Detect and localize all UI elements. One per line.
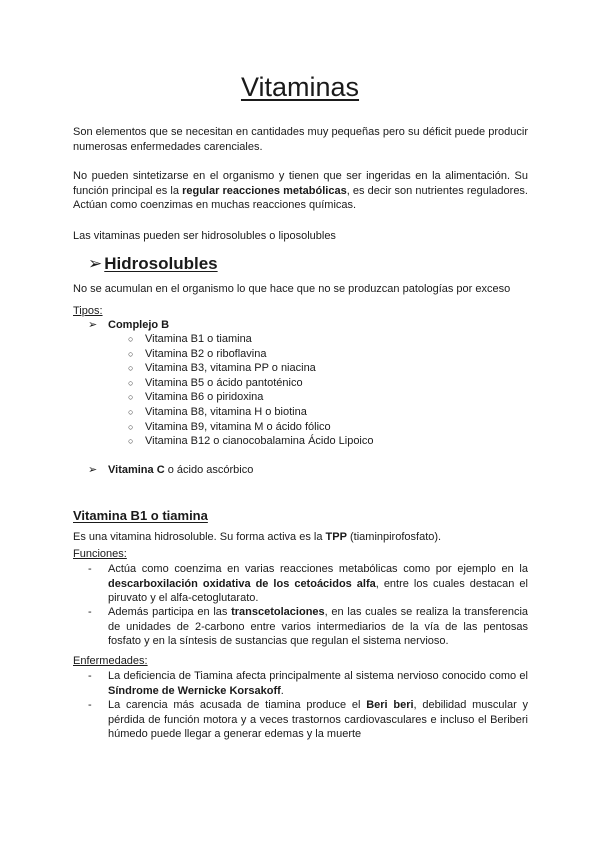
enfermedad-item-1	[88, 669, 528, 699]
complejo-b-list-item: Vitamina B5 o ácido pantoténico	[145, 376, 303, 389]
circle-bullet-icon: ○	[128, 436, 134, 447]
hidrosolubles-description: No se acumulan en el organismo lo que hace que no se produzcan patologías por exceso	[73, 283, 511, 295]
b1-desc-end: (tiaminpirofosfato).	[346, 531, 442, 543]
e1-text: La deficiencia de Tiamina afecta principalmente al sistema nervioso conocido como el	[108, 670, 528, 682]
complejo-b-list-item: Vitamina B1 o tiamina	[145, 333, 252, 345]
circle-bullet-icon: ○	[128, 421, 134, 432]
page-title: Vitaminas	[240, 72, 360, 102]
funciones-label: Funciones:	[73, 548, 127, 560]
arrow-bullet-icon: ➢	[88, 464, 98, 476]
complejo-b-list-item: Vitamina B2 o riboflavina	[145, 347, 267, 360]
hidrosolubles-heading-text: Hidrosolubles	[104, 254, 218, 273]
intro-paragraph-2	[73, 169, 528, 213]
dash-bullet: -	[88, 563, 92, 575]
circle-bullet-icon: ○	[128, 377, 134, 388]
complejo-b-list-item: Vitamina B12 o cianocobalamina Ácido Lipoico	[145, 435, 374, 448]
arrow-bullet-icon: ➢	[88, 319, 98, 331]
intro-p2-text-end: , es decir son nutrientes reguladores. Actúan como coenzimas en muchas reacciones químicas.	[73, 184, 528, 211]
complejo-b-list-item: Vitamina B8, vitamina H o biotina	[145, 406, 307, 418]
circle-bullet-icon: ○	[128, 407, 134, 417]
intro-p2-text: No pueden sintetizarse en el organismo y tienen que ser ingeridas en la alimentación. Su función principal es la	[73, 170, 528, 197]
complejo-b-list-item: Vitamina B6 o piridoxina	[145, 391, 264, 404]
hidrosolubles-heading	[88, 254, 218, 274]
funcion-item-1	[88, 562, 528, 606]
f1-end: , entre los cuales destacan el piruvato y el alfa-cetoglutarato.	[108, 577, 528, 604]
vitamina-c-rest: o ácido ascórbico	[164, 464, 254, 476]
circle-bullet-icon: ○	[128, 363, 134, 374]
intro-paragraph-3: Las vitaminas pueden ser hidrosolubles o liposolubles	[73, 230, 336, 242]
complejo-b-list-item: Vitamina B9, vitamina M o ácido fólico	[145, 420, 331, 433]
arrow-bullet-icon: ➢	[88, 254, 103, 273]
enfermedad-item-2-text	[108, 698, 528, 742]
funcion-item-2	[88, 605, 528, 649]
circle-bullet-icon: ○	[128, 334, 134, 344]
tipos-label: Tipos:	[73, 305, 103, 317]
complejo-b-label: Complejo B	[108, 319, 170, 331]
vitamina-c-item	[88, 463, 253, 478]
dash-bullet: -	[88, 606, 92, 618]
complejo-b-item	[88, 318, 169, 333]
e2-bold: Beri beri	[366, 699, 414, 711]
b1-desc-text: Es una vitamina hidrosoluble. Su forma activa es la	[73, 531, 326, 543]
vitamina-b1-description	[73, 530, 528, 545]
vitamina-b1-heading: Vitamina B1 o tiamina	[73, 508, 208, 523]
funcion-item-2-text	[108, 605, 528, 649]
f2-end: , en las cuales se realiza la transferencia de unidades de 2-carbono entre varios intermediarios de la vía de las pentosas fosfato y en la síntesis de sustancias que regulan el sistema nervioso.	[108, 606, 529, 647]
f1-bold: descarboxilación oxidativa de los cetoácidos alfa	[108, 577, 376, 590]
enfermedades-label: Enfermedades:	[73, 655, 148, 667]
circle-bullet-icon: ○	[128, 348, 134, 359]
e2-text: La carencia más acusada de tiamina produce el	[108, 699, 367, 711]
b1-desc-bold: TPP	[325, 531, 347, 543]
f1-text: Actúa como coenzima en varias reacciones metabólicas como por ejemplo en la	[108, 563, 528, 575]
e1-end: .	[280, 684, 284, 697]
complejo-b-list-item: Vitamina B3, vitamina PP o niacina	[145, 362, 316, 375]
vitamina-c-bold: Vitamina C	[108, 464, 165, 476]
f2-bold: transcetolaciones	[231, 606, 325, 618]
dash-bullet: -	[88, 670, 92, 682]
enfermedad-item-1-text	[108, 669, 528, 698]
dash-bullet: -	[88, 699, 92, 711]
intro-paragraph-1: Son elementos que se necesitan en cantidades muy pequeñas pero su déficit puede producir numerosas enfermedades carenciales.	[73, 126, 528, 153]
e2-end: , debilidad muscular y pérdida de función motora y a veces trastornos cardiovasculares e incluso el Beriberi húmedo puede llegar a generar edemas y la muerte	[108, 699, 528, 740]
funcion-item-1-text	[108, 562, 528, 606]
e1-bold: Síndrome de Wernicke Korsakoff	[108, 684, 281, 697]
enfermedad-item-2	[88, 698, 528, 742]
circle-bullet-icon: ○	[128, 392, 134, 403]
intro-p2-bold: regular reacciones metabólicas	[182, 184, 347, 197]
f2-text: Además participa en las	[108, 606, 232, 618]
